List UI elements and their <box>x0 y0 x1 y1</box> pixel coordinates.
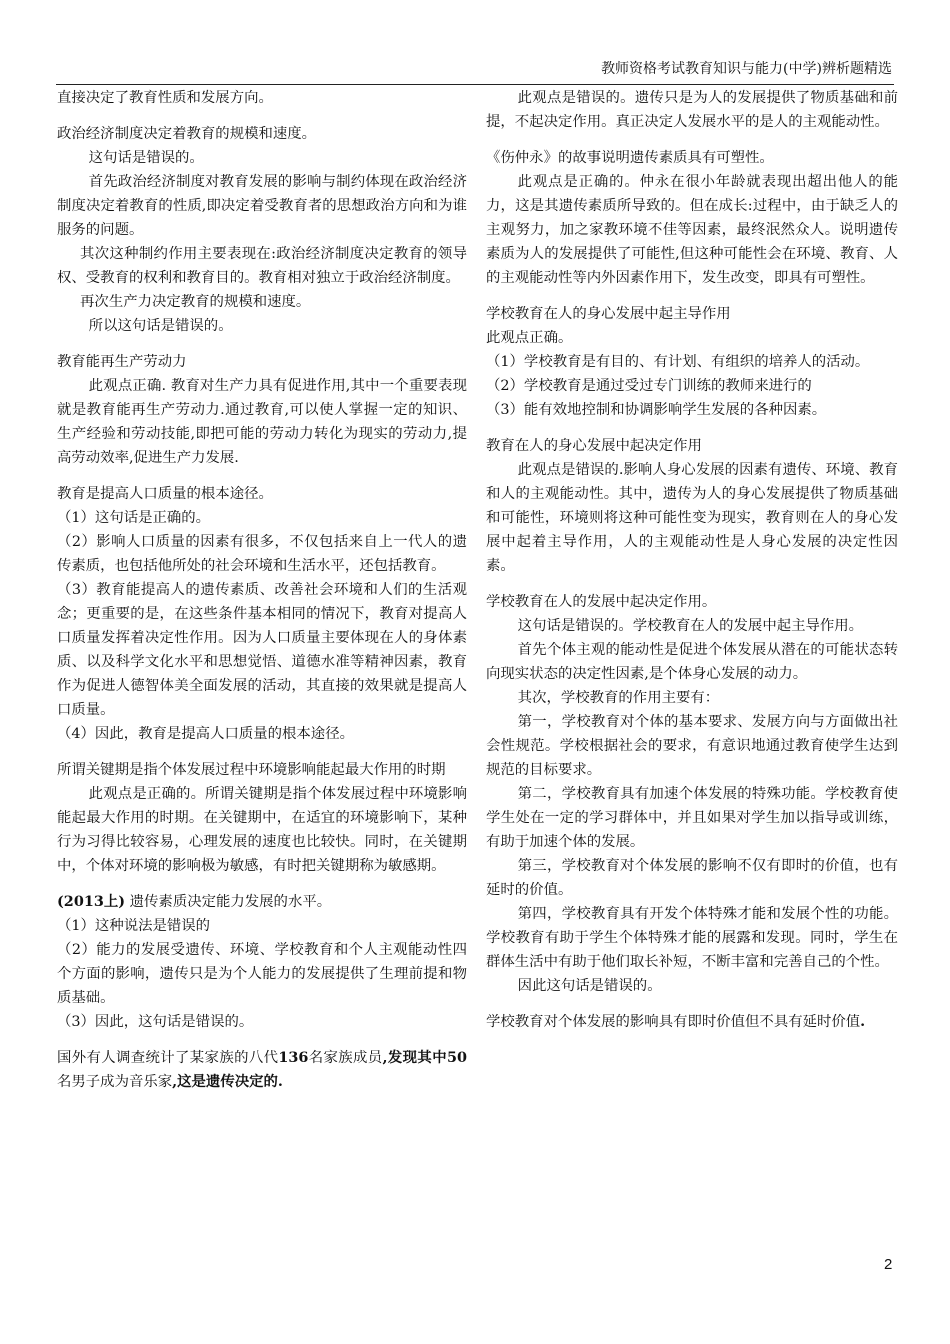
exam-tag: (2013上) <box>57 893 126 910</box>
header-rule <box>56 84 894 85</box>
page-header: 教师资格考试教育知识与能力(中学)辨析题精选 <box>601 61 892 77</box>
answer-line: 此观点是错误的.影响人身心发展的因素有遗传、环境、教育和人的主观能动性。其中，遗传为人的身心发展提供了物质基础和可能性，环境则将这种可能性变为现实，教育则在人的身心发展中起着主导作用，人的主观能动性是人身心发展的决定性因素。 <box>486 462 898 574</box>
answer-line: （3）因此，这句话是错误的。 <box>57 1014 254 1030</box>
answer-line: （3）教育能提高人的遗传素质、改善社会环境和人们的生活观念；更重要的是，在这些条件基本相同的情况下，教育对提高人口质量发挥着决定性作用。因为人口质量主要体现在人的身体素质、以及科学文化水平和思想觉悟、道德水准等精神因素，教育作为促进人德智体美全面发展的活动，其直接的效果就是提高人口质量。 <box>57 582 467 718</box>
answer-line: 第一，学校教育对个体的基本要求、发展方向与方面做出社会性规范。学校根据社会的要求，有意识地通过教育使学生达到规范的目标要求。 <box>486 714 898 778</box>
answer-line: 第四，学校教育具有开发个体特殊才能和发展个性的功能。学校教育有助于学生个体特殊才能的展露和发现。同时，学生在群体生活中有助于他们取长补短，不断丰富和完善自己的个性。 <box>486 906 898 970</box>
page-number: 2 <box>884 1256 893 1273</box>
question: 国外有人调查统计了某家族的八代136名家族成员,发现其中50名男子成为音乐家,这是遗传决定的. <box>57 1049 467 1090</box>
question: 教育是提高人口质量的根本途径。 <box>57 486 273 502</box>
question: 政治经济制度决定着教育的规模和速度。 <box>57 126 317 142</box>
answer-line: （4）因此，教育是提高人口质量的根本途径。 <box>57 726 354 742</box>
answer-line: 第二，学校教育具有加速个体发展的特殊功能。学校教育使学生处在一定的学习群体中，并且如果对学生加以指导或训练，有助于加速个体的发展。 <box>486 786 898 850</box>
question: (2013上) 遗传素质决定能力发展的水平。 <box>57 893 332 910</box>
answer-line: 此观点正确。 <box>486 330 573 346</box>
answer-line: 此观点是错误的。遗传只是为人的发展提供了物质基础和前提，不起决定作用。真正决定人发展水平的是人的主观能动性。 <box>486 90 898 130</box>
question: 教育能再生产劳动力 <box>57 354 187 370</box>
answer-line: 因此这句话是错误的。 <box>517 978 662 994</box>
answer-line: 所以这句话是错误的。 <box>88 318 233 334</box>
answer-line: 此观点正确. 教育对生产力具有促进作用,其中一个重要表现就是教育能再生产劳动力.通过教育,可以使人掌握一定的知识、生产经验和劳动技能,即把可能的劳动力转化为现实的劳动力,提高劳动效率,促进生产力发展. <box>57 378 467 466</box>
answer-line: 其次这种制约作用主要表现在:政治经济制度决定教育的领导权、受教育的权利和教育目的。教育相对独立于政治经济制度。 <box>57 246 467 286</box>
answer-line: （1）这种说法是错误的 <box>57 918 211 934</box>
answer-line: 首先个体主观的能动性是促进个体发展从潜在的可能状态转向现实状态的决定性因素,是个体身心发展的动力。 <box>486 642 898 682</box>
answer-line: （1）学校教育是有目的、有计划、有组织的培养人的活动。 <box>486 354 870 370</box>
question: 学校教育对个体发展的影响具有即时价值但不具有延时价值. <box>486 1013 866 1030</box>
question: 教育在人的身心发展中起决定作用 <box>486 438 702 454</box>
answer-line: （3）能有效地控制和协调影响学生发展的各种因素。 <box>486 402 827 418</box>
left-column <box>57 86 467 1094</box>
question: 学校教育在人的发展中起决定作用。 <box>486 594 717 610</box>
answer-line: 这句话是错误的。 <box>88 150 204 166</box>
paragraph: 直接决定了教育性质和发展方向。 <box>57 90 273 106</box>
question: 《伤仲永》的故事说明遗传素质具有可塑性。 <box>486 150 774 166</box>
question: 所谓关键期是指个体发展过程中环境影响能起最大作用的时期 <box>57 762 446 778</box>
answer-line: 这句话是错误的。学校教育在人的发展中起主导作用。 <box>517 618 864 634</box>
answer-line: 此观点是正确的。仲永在很小年龄就表现出超出他人的能力，这是其遗传素质所导致的。但在成长:过程中，由于缺乏人的主观努力，加之家教环境不佳等因素，最终泯然众人。说明遗传素质为人的发展提供了可能性,但这种可能性会在环境、教育、人的主观能动性等内外因素作用下，发生改变，即具有可塑性。 <box>486 174 898 286</box>
answer-line: 首先政治经济制度对教育发展的影响与制约体现在政治经济制度决定着教育的性质,即决定着受教育者的思想政治方向和为谁服务的问题。 <box>57 174 467 238</box>
question: 学校教育在人的身心发展中起主导作用 <box>486 306 731 322</box>
answer-line: （2）能力的发展受遗传、环境、学校教育和个人主观能动性四个方面的影响，遗传只是为个人能力的发展提供了生理前提和物质基础。 <box>57 942 467 1006</box>
answer-line: （2）学校教育是通过受过专门训练的教师来进行的 <box>486 378 812 394</box>
answer-line: （1）这句话是正确的。 <box>57 510 211 526</box>
answer-line: 其次，学校教育的作用主要有： <box>517 690 720 706</box>
right-column <box>486 86 898 1034</box>
answer-line: 再次生产力决定教育的规模和速度。 <box>80 294 311 310</box>
answer-line: （2）影响人口质量的因素有很多，不仅包括来自上一代人的遗传素质，也包括他所处的社会环境和生活水平，还包括教育。 <box>57 534 467 574</box>
answer-line: 此观点是正确的。所谓关键期是指个体发展过程中环境影响能起最大作用的时期。在关键期中，在适宜的环境影响下，某种行为习得比较容易，心理发展的速度也比较快。同时，在关键期中，个体对环境的影响极为敏感，有时把关键期称为敏感期。 <box>57 786 467 874</box>
answer-line: 第三，学校教育对个体发展的影响不仅有即时的价值，也有延时的价值。 <box>486 858 898 898</box>
